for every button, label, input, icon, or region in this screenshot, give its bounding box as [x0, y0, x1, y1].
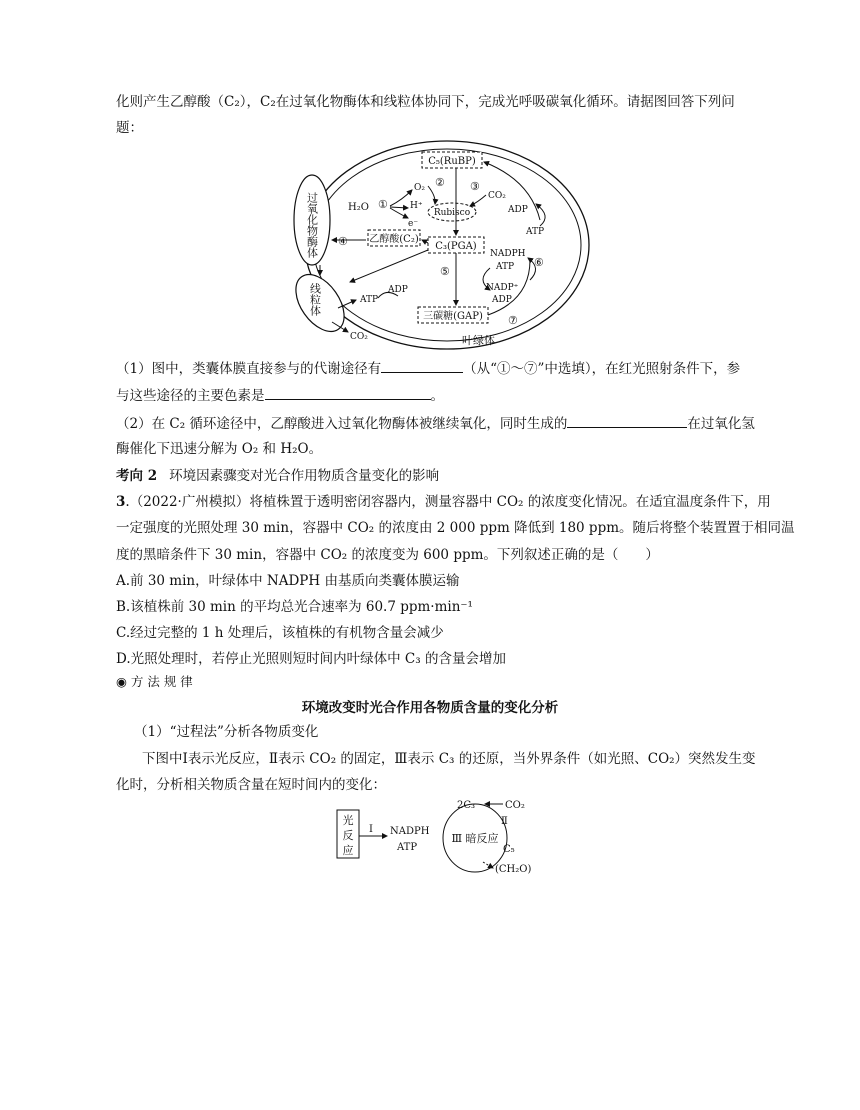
ch2o-label: (CH₂O): [495, 864, 532, 875]
c3-label-2: 2C₃: [457, 800, 476, 811]
photorespiration-diagram: [290, 140, 600, 355]
h2o-label: H₂O: [348, 202, 369, 213]
eminus-label: e⁻: [408, 219, 419, 229]
intro-line-1: 化则产生乙醇酸（C₂），C₂在过氧化物酶体和线粒体协同下，完成光呼吸碳氧化循环。请据图回答下列问: [116, 94, 735, 110]
question-1-line-2: 与这些途径的主要色素是 。: [116, 385, 444, 406]
question-2-line-2: 酶催化下迅速分解为 O₂ 和 H₂O。: [116, 441, 323, 457]
num-3: ③: [470, 180, 480, 193]
num-7: ⑦: [508, 314, 518, 327]
intro-line-2: 题：: [116, 120, 143, 136]
mitochondrion-label: 线粒体: [308, 283, 322, 316]
atp2-label: ATP: [496, 262, 515, 272]
section-heading: 考向 2 环境因素骤变对光合作用物质含量变化的影响: [116, 468, 440, 484]
adp3-label: ADP: [388, 285, 408, 295]
question-3-line-3: 度的黑暗条件下 30 min，容器中 CO₂ 的浓度变为 600 ppm。下列叙述正确的是（ ）: [116, 547, 659, 563]
peroxisome-label: 过氧化物酶体: [305, 192, 319, 258]
answer-blank-3[interactable]: [567, 413, 687, 428]
question-2-line-1: （2）在 C₂ 循环途径中，乙醇酸进入过氧化物酶体被继续氧化，同时生成的 在过氧化氢: [116, 413, 755, 434]
roman-1: Ⅰ: [369, 824, 373, 835]
analysis-para-1: 下图中Ⅰ表示光反应，Ⅱ表示 CO₂ 的固定，Ⅲ表示 C₃ 的还原，当外界条件（如光照、CO₂）突然发生变: [142, 751, 756, 767]
dark-reaction-diagram: [335, 792, 555, 882]
num-1: ①: [378, 198, 388, 211]
option-a[interactable]: A.前 30 min，叶绿体中 NADPH 由基质向类囊体膜运输: [116, 573, 460, 589]
nadph-label: NADPH: [490, 249, 526, 259]
co2-in-label: CO₂: [488, 191, 506, 201]
adp2-label: ADP: [492, 295, 512, 305]
answer-blank-1[interactable]: [381, 358, 463, 373]
hplus-label: H⁺: [410, 201, 423, 211]
svg-text:应: 应: [342, 844, 354, 857]
glycolate-label: 乙醇酸(C₂): [369, 234, 419, 245]
option-b[interactable]: B.该植株前 30 min 的平均总光合速率为 60.7 ppm·min⁻¹: [116, 599, 473, 615]
atp-label-2: ATP: [397, 842, 418, 853]
answer-blank-2[interactable]: [265, 385, 431, 400]
num-6: ⑥: [534, 256, 544, 269]
nadph-label-2: NADPH: [390, 826, 430, 837]
option-d[interactable]: D.光照处理时，若停止光照则短时间内叶绿体中 C₃ 的含量会增加: [116, 651, 506, 667]
rubisco-label: Rubisco: [433, 208, 471, 218]
analysis-title: 环境改变时光合作用各物质含量的变化分析: [301, 700, 559, 716]
num-2: ②: [435, 176, 445, 189]
c3-label: C₃(PGA): [435, 241, 477, 252]
analysis-para-2: 化时，分析相关物质含量在短时间内的变化：: [116, 777, 386, 793]
co2-label-2: CO₂: [505, 800, 525, 811]
chloroplast-label: 叶绿体: [462, 334, 495, 347]
svg-text:反: 反: [342, 829, 354, 842]
co2-out-label: CO₂: [350, 332, 368, 342]
num-5: ⑤: [440, 265, 450, 278]
method-label: ◉ 方 法 规 律: [116, 674, 193, 689]
option-c[interactable]: C.经过完整的 1 h 处理后，该植株的有机物含量会减少: [116, 625, 444, 641]
question-3-line-1: 3.（2022·广州模拟）将植株置于透明密闭容器内，测量容器中 CO₂ 的浓度变化情况。在适宜温度条件下，用: [116, 494, 771, 510]
question-3-line-2: 一定强度的光照处理 30 min，容器中 CO₂ 的浓度由 2 000 ppm 降低到 180 ppm。随后将整个装置置于相同温: [116, 520, 795, 536]
atp3-label: ATP: [360, 295, 379, 305]
o2-label: O₂: [414, 183, 425, 193]
adp1-label: ADP: [508, 205, 528, 215]
num-4: ④: [338, 235, 348, 248]
gap-label: 三碳糖(GAP): [423, 311, 483, 322]
roman-2: Ⅱ: [501, 816, 508, 827]
svg-text:光: 光: [342, 814, 354, 827]
atp1-label: ATP: [526, 227, 545, 237]
analysis-subtitle: （1）“过程法”分析各物质变化: [134, 724, 319, 740]
question-1-line-1: （1）图中，类囊体膜直接参与的代谢途径有 （从“①～⑦”中选填），在红光照射条件下，参: [116, 358, 740, 379]
nadpplus-label: NADP⁺: [486, 283, 519, 293]
dark-reaction-label: Ⅲ 暗反应: [451, 832, 499, 845]
c5-label-2: C₅: [503, 844, 515, 855]
mitochondrion-outline: [290, 266, 354, 340]
c5-label: C₅(RuBP): [428, 156, 476, 167]
